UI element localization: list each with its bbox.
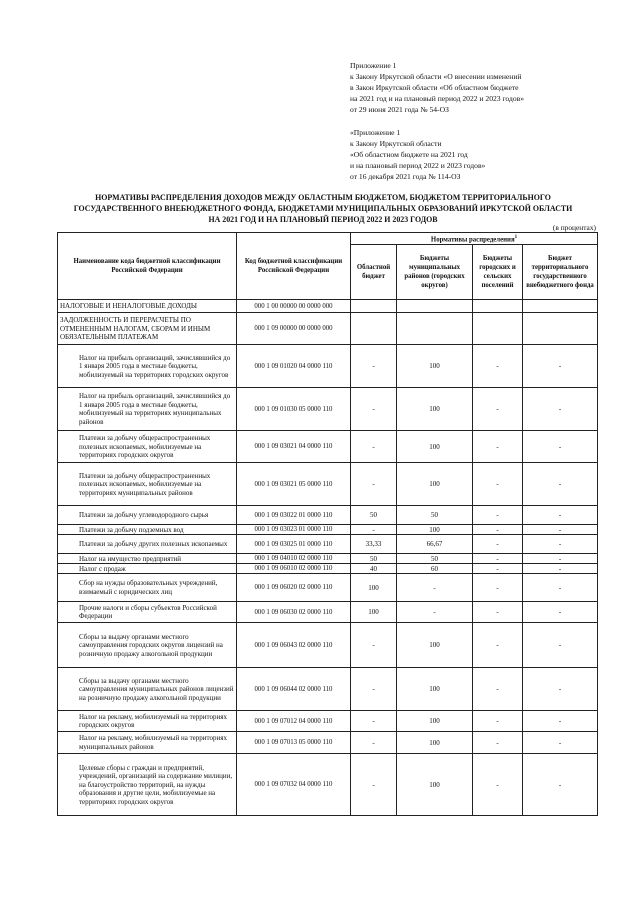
- row-settlements-cell: -: [473, 623, 523, 668]
- header-settlements: Бюджеты городских и сельских поселений: [473, 245, 523, 300]
- row-regional-cell: 100: [351, 574, 397, 602]
- row-regional-cell: -: [351, 668, 397, 711]
- row-regional-cell: [351, 313, 397, 345]
- row-fund-cell: -: [523, 554, 598, 564]
- annex-line: на 2021 год и на плановый период 2022 и 2023 годов»: [350, 94, 525, 103]
- row-municipal-cell: 60: [397, 564, 473, 574]
- document-title: [58, 192, 588, 225]
- row-code-cell: 000 1 09 06044 02 0000 110: [237, 668, 351, 711]
- row-settlements-cell: -: [473, 668, 523, 711]
- row-settlements-cell: -: [473, 732, 523, 754]
- norms-table: [57, 232, 598, 816]
- table-row: [58, 754, 598, 816]
- table-row: [58, 602, 598, 623]
- header-group-label: Нормативы распределения: [430, 236, 515, 244]
- row-regional-cell: -: [351, 711, 397, 732]
- table-row: [58, 300, 598, 313]
- row-name-cell: Сборы за выдачу органами местного самоуправления муниципальных районов лицензий на розничную продажу алкогольной продукции: [58, 668, 237, 711]
- title-line: НА 2021 ГОД И НА ПЛАНОВЫЙ ПЕРИОД 2022 И 2023 ГОДОВ: [208, 215, 438, 224]
- row-name-cell: НАЛОГОВЫЕ И НЕНАЛОГОВЫЕ ДОХОДЫ: [58, 300, 237, 313]
- row-fund-cell: [523, 313, 598, 345]
- table-row: [58, 732, 598, 754]
- annex-line: «Об областном бюджете на 2021 год: [350, 150, 468, 159]
- table-row: [58, 463, 598, 506]
- row-fund-cell: -: [523, 463, 598, 506]
- row-code-cell: 000 1 09 07032 04 0000 110: [237, 754, 351, 816]
- table-row: [58, 711, 598, 732]
- row-regional-cell: [351, 300, 397, 313]
- header-code: Код бюджетной классификации Российской Федерации: [237, 233, 351, 300]
- table-body: [58, 300, 598, 816]
- row-code-cell: 000 1 09 01020 04 0000 110: [237, 345, 351, 388]
- annex-line: от 29 июня 2021 года № 54-ОЗ: [350, 105, 449, 114]
- row-settlements-cell: -: [473, 463, 523, 506]
- row-settlements-cell: -: [473, 574, 523, 602]
- row-code-cell: 000 1 09 03022 01 0000 110: [237, 506, 351, 525]
- row-code-cell: 000 1 09 00000 00 0000 000: [237, 313, 351, 345]
- row-settlements-cell: -: [473, 602, 523, 623]
- row-municipal-cell: 100: [397, 463, 473, 506]
- row-regional-cell: 50: [351, 506, 397, 525]
- row-name-cell: Налог на рекламу, мобилизуемый на территориях муниципальных районов: [58, 732, 237, 754]
- row-code-cell: 000 1 09 07012 04 0000 110: [237, 711, 351, 732]
- row-settlements-cell: [473, 300, 523, 313]
- row-municipal-cell: 100: [397, 431, 473, 463]
- footnote-marker: 1: [514, 235, 518, 240]
- row-municipal-cell: 100: [397, 345, 473, 388]
- row-municipal-cell: 50: [397, 506, 473, 525]
- row-name-cell: Сбор на нужды образовательных учреждений, взимаемый с юридических лиц: [58, 574, 237, 602]
- row-settlements-cell: -: [473, 506, 523, 525]
- row-code-cell: 000 1 09 03021 04 0000 110: [237, 431, 351, 463]
- row-regional-cell: -: [351, 525, 397, 535]
- row-code-cell: 000 1 09 06043 02 0000 110: [237, 623, 351, 668]
- row-regional-cell: 50: [351, 554, 397, 564]
- row-name-cell: ЗАДОЛЖЕННОСТЬ И ПЕРЕРАСЧЕТЫ ПО ОТМЕНЕННЫМ НАЛОГАМ, СБОРАМ И ИНЫМ ОБЯЗАТЕЛЬНЫМ ПЛАТЕЖАМ: [58, 313, 237, 345]
- title-line: ГОСУДАРСТВЕННОГО ВНЕБЮДЖЕТНОГО ФОНДА, БЮДЖЕТАМИ МУНИЦИПАЛЬНЫХ ОБРАЗОВАНИЙ ИРКУТСКОЙ ОБЛАСТИ: [73, 204, 573, 213]
- row-name-cell: Налог на прибыль организаций, зачислявшийся до 1 января 2005 года в местные бюджеты, мобилизуемый на территориях городских округов: [58, 345, 237, 388]
- row-name-cell: Целевые сборы с граждан и предприятий, учреждений, организаций на содержание милиции, на благоустройство территорий, на нужды образования и другие цели, мобилизуемые на территориях городских округов: [58, 754, 237, 816]
- row-name-cell: Сборы за выдачу органами местного самоуправления городских округов лицензий на розничную продажу алкогольной продукции: [58, 623, 237, 668]
- header-municipal: Бюджеты муниципальных районов (городских округов): [397, 245, 473, 300]
- row-regional-cell: -: [351, 388, 397, 431]
- row-municipal-cell: 50: [397, 554, 473, 564]
- row-municipal-cell: -: [397, 602, 473, 623]
- row-settlements-cell: [473, 313, 523, 345]
- row-regional-cell: 33,33: [351, 535, 397, 554]
- row-fund-cell: -: [523, 574, 598, 602]
- row-settlements-cell: -: [473, 711, 523, 732]
- row-name-cell: Прочие налоги и сборы субъектов Российской Федерации: [58, 602, 237, 623]
- row-fund-cell: -: [523, 535, 598, 554]
- row-fund-cell: -: [523, 345, 598, 388]
- row-regional-cell: -: [351, 754, 397, 816]
- row-settlements-cell: -: [473, 535, 523, 554]
- row-fund-cell: -: [523, 623, 598, 668]
- row-name-cell: Платежи за добычу общераспространенных полезных ископаемых, мобилизуемые на территориях городских округов: [58, 431, 237, 463]
- row-municipal-cell: [397, 300, 473, 313]
- title-line: НОРМАТИВЫ РАСПРЕДЕЛЕНИЯ ДОХОДОВ МЕЖДУ ОБЛАСТНЫМ БЮДЖЕТОМ, БЮДЖЕТОМ ТЕРРИТОРИАЛЬНОГО: [95, 193, 551, 202]
- row-code-cell: 000 1 09 03023 01 0000 110: [237, 525, 351, 535]
- table-row: [58, 564, 598, 574]
- table-row: [58, 313, 598, 345]
- table-row: [58, 345, 598, 388]
- row-regional-cell: -: [351, 345, 397, 388]
- row-name-cell: Платежи за добычу углеводородного сырья: [58, 506, 237, 525]
- row-municipal-cell: 66,67: [397, 535, 473, 554]
- row-name-cell: Налог на прибыль организаций, зачислявшийся до 1 января 2005 года в местные бюджеты, мобилизуемый на территориях муниципальных районов: [58, 388, 237, 431]
- row-municipal-cell: 100: [397, 525, 473, 535]
- annex-original-block: [350, 127, 485, 182]
- header-fund: Бюджет территориального государственного внебюджетного фонда: [523, 245, 598, 300]
- row-regional-cell: -: [351, 732, 397, 754]
- annex-line: к Закону Иркутской области «О внесении изменений: [350, 72, 522, 81]
- table-row: [58, 431, 598, 463]
- row-regional-cell: -: [351, 431, 397, 463]
- row-code-cell: 000 1 09 07013 05 0000 110: [237, 732, 351, 754]
- row-code-cell: 000 1 09 06010 02 0000 110: [237, 564, 351, 574]
- header-group: [351, 233, 598, 245]
- row-fund-cell: -: [523, 506, 598, 525]
- annex-line: от 16 декабря 2021 года № 114-ОЗ: [350, 172, 461, 181]
- table-row: [58, 574, 598, 602]
- header-regional: Областной бюджет: [351, 245, 397, 300]
- row-name-cell: Платежи за добычу подземных вод: [58, 525, 237, 535]
- row-name-cell: Налог с продаж: [58, 564, 237, 574]
- row-code-cell: 000 1 09 03025 01 0000 110: [237, 535, 351, 554]
- row-name-cell: Налог на имущество предприятий: [58, 554, 237, 564]
- row-municipal-cell: 100: [397, 754, 473, 816]
- row-code-cell: 000 1 09 01030 05 0000 110: [237, 388, 351, 431]
- row-settlements-cell: -: [473, 564, 523, 574]
- row-code-cell: 000 1 09 06030 02 0000 110: [237, 602, 351, 623]
- annex-line: Приложение 1: [350, 61, 397, 70]
- row-settlements-cell: -: [473, 431, 523, 463]
- row-municipal-cell: 100: [397, 668, 473, 711]
- table-row: [58, 623, 598, 668]
- table-row: [58, 668, 598, 711]
- annex-line: к Закону Иркутской области: [350, 139, 442, 148]
- row-settlements-cell: -: [473, 388, 523, 431]
- row-code-cell: 000 1 09 04010 02 0000 110: [237, 554, 351, 564]
- row-regional-cell: -: [351, 463, 397, 506]
- row-name-cell: Платежи за добычу общераспространенных полезных ископаемых, мобилизуемые на территориях муниципальных районов: [58, 463, 237, 506]
- units-note: (в процентах): [552, 223, 596, 232]
- row-settlements-cell: -: [473, 554, 523, 564]
- row-fund-cell: -: [523, 602, 598, 623]
- row-fund-cell: -: [523, 388, 598, 431]
- annex-line: «Приложение 1: [350, 128, 401, 137]
- row-code-cell: 000 1 09 03021 05 0000 110: [237, 463, 351, 506]
- row-code-cell: 000 1 09 06020 02 0000 110: [237, 574, 351, 602]
- row-municipal-cell: 100: [397, 732, 473, 754]
- row-regional-cell: 100: [351, 602, 397, 623]
- row-settlements-cell: -: [473, 754, 523, 816]
- row-settlements-cell: -: [473, 345, 523, 388]
- row-regional-cell: -: [351, 623, 397, 668]
- table-row: [58, 506, 598, 525]
- row-fund-cell: -: [523, 431, 598, 463]
- row-fund-cell: -: [523, 732, 598, 754]
- annex-line: и на плановый период 2022 и 2023 годов»: [350, 161, 486, 170]
- row-fund-cell: -: [523, 564, 598, 574]
- row-settlements-cell: -: [473, 525, 523, 535]
- row-municipal-cell: 100: [397, 623, 473, 668]
- table-row: [58, 535, 598, 554]
- table-row: [58, 388, 598, 431]
- annex-amendment-block: [350, 60, 524, 115]
- row-fund-cell: -: [523, 668, 598, 711]
- header-name: Наименование кода бюджетной классификации Российской Федерации: [58, 233, 237, 300]
- row-fund-cell: -: [523, 525, 598, 535]
- row-municipal-cell: [397, 313, 473, 345]
- row-regional-cell: 40: [351, 564, 397, 574]
- table-row: [58, 554, 598, 564]
- row-municipal-cell: 100: [397, 388, 473, 431]
- row-fund-cell: [523, 300, 598, 313]
- row-municipal-cell: 100: [397, 711, 473, 732]
- annex-line: в Закон Иркутской области «Об областном бюджете: [350, 83, 519, 92]
- table-row: [58, 525, 598, 535]
- row-fund-cell: -: [523, 754, 598, 816]
- row-fund-cell: -: [523, 711, 598, 732]
- row-name-cell: Платежи за добычу других полезных ископаемых: [58, 535, 237, 554]
- row-code-cell: 000 1 00 00000 00 0000 000: [237, 300, 351, 313]
- row-municipal-cell: -: [397, 574, 473, 602]
- row-name-cell: Налог на рекламу, мобилизуемый на территориях городских округов: [58, 711, 237, 732]
